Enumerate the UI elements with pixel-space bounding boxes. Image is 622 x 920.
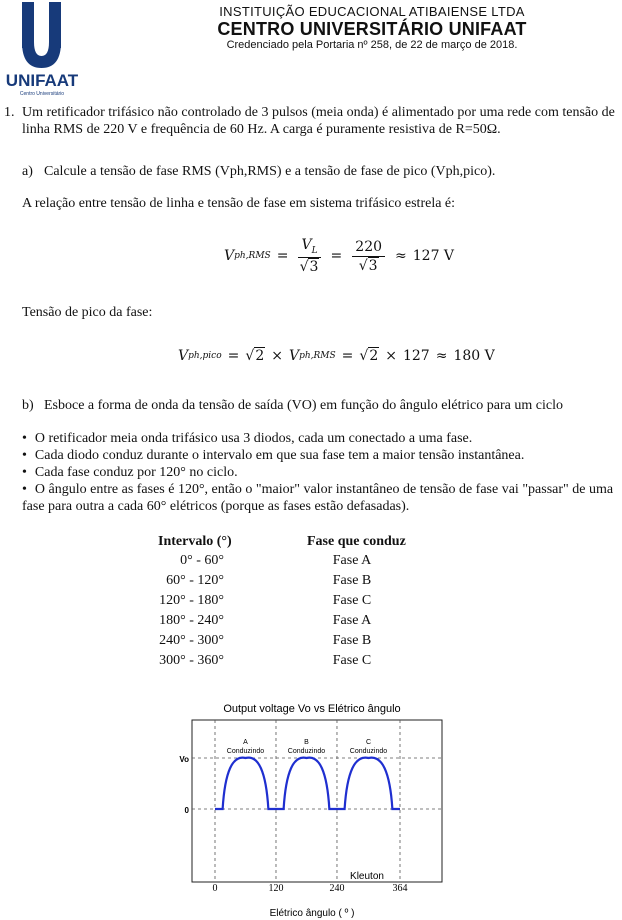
chart-extra-label: Kleuton: [350, 871, 384, 882]
table-cell-phase: Fase B: [332, 633, 372, 648]
eq2-sqrt-arg-2: 2: [369, 348, 379, 364]
table-cell-interval: 0° - 60°: [180, 553, 224, 568]
table-cell-interval: 180° - 240°: [159, 613, 224, 628]
eq1-fraction-1: $\frac{V_L}{√3}$: [298, 237, 320, 275]
segment-status-label: Conduzindo: [287, 748, 326, 755]
grid: [192, 720, 442, 882]
eq2-v-sub: ph,RMS: [299, 351, 336, 361]
university-name: CENTRO UNIVERSITÁRIO UNIFAAT: [217, 19, 527, 39]
x-tick-label: 120: [268, 883, 284, 894]
eq2-lhs: V: [178, 348, 189, 364]
relation-text: A relação entre tensão de linha e tensão de fase em sistema trifásico estrela é:: [22, 196, 456, 211]
part-a-text: Calcule a tensão de fase RMS (Vph,RMS) e a tensão de fase de pico (Vph,pico).: [44, 164, 496, 179]
bullet-item: • O retificador meia onda trifásico usa 3 diodos, cada um conectado a uma fase.: [22, 430, 618, 447]
output-voltage-chart: [170, 698, 460, 920]
segment-status-label: Conduzindo: [226, 748, 265, 755]
accreditation-note: Credenciado pela Portaria nº 258, de 22 de março de 2018.: [226, 39, 518, 51]
y-tick-label-vo: Vo: [179, 755, 189, 764]
table-cell-phase: Fase C: [332, 593, 372, 608]
part-a-letter: a): [22, 164, 33, 179]
rms-phase-equation: V ph,RMS = $\frac{V_L}{√3}$ = $\frac{220}{√3}$ ≈ 127 V: [224, 237, 455, 275]
segment-status-label: Conduzindo: [349, 748, 388, 755]
eq1-lhs: V: [224, 248, 235, 264]
table-header-interval: Intervalo (°): [158, 534, 232, 549]
table-cell-phase: Fase B: [332, 573, 372, 588]
institution-name: INSTITUIÇÃO EDUCACIONAL ATIBAIENSE LTDA: [219, 4, 525, 19]
table-cell-phase: Fase A: [332, 553, 372, 568]
eq1-f1-den: 3: [309, 258, 319, 275]
eq2-sqrt-arg: 2: [255, 348, 265, 364]
eq1-f1-num-sub: L: [311, 245, 318, 256]
bullet-item: • Cada diodo conduz durante o intervalo em que sua fase tem a maior tensão instantânea.: [22, 447, 618, 464]
eq1-f2-num: 220: [352, 239, 385, 257]
table-cell-interval: 300° - 360°: [159, 653, 224, 668]
peak-phase-equation: V ph,pico = √2 × V ph,RMS = √2 × 127 ≈ 180 V: [178, 348, 495, 364]
eq2-lhs-sub: ph,pico: [188, 351, 222, 361]
eq2-v: V: [288, 348, 300, 364]
table-cell-interval: 60° - 120°: [166, 573, 224, 588]
eq1-f1-num: V: [301, 237, 312, 254]
x-tick-labels: [213, 883, 408, 894]
x-tick-label: 364: [392, 883, 408, 894]
question-text: Um retificador trifásico não controlado de 3 pulsos (meia onda) é alimentado por uma rede com tensão de linha RMS de 220 V e frequência de 60 Hz. A carga é puramente resistiva de R=50Ω.: [22, 105, 615, 137]
eq1-result: 127 V: [412, 248, 455, 264]
conduction-labels: [227, 739, 387, 755]
output-waveform: [215, 758, 400, 809]
eq2-value: 127: [402, 348, 430, 364]
table-cell-interval: 240° - 300°: [159, 633, 224, 648]
logo-text: UNIFAAT: [5, 71, 79, 90]
bullet-item: • Cada fase conduz por 120° no ciclo.: [22, 464, 618, 481]
plot-frame: [192, 720, 442, 882]
x-axis-label: Elétrico ângulo ( º ): [269, 908, 355, 919]
table-cell-phase: Fase A: [332, 613, 372, 628]
bullet-item: • O ângulo entre as fases é 120°, então o "maior" valor instantâneo de tensão de fase vai "passar" de uma fase para outra a cada 60° elétricos (porque as fases estão defasadas).: [22, 481, 618, 515]
segment-phase-label: B: [304, 739, 309, 746]
peak-label: Tensão de pico da fase:: [22, 305, 153, 320]
segment-phase-label: A: [243, 739, 248, 746]
chart-title: Output voltage Vo vs Elétrico ângulo: [223, 703, 401, 715]
unifaat-logo: [4, 2, 80, 98]
eq1-fraction-2: $\frac{220}{√3}$: [352, 239, 385, 274]
table-header-phase: Fase que conduz: [307, 534, 406, 549]
question-number: 1.: [4, 105, 15, 120]
logo-subtext: Centro Universitário: [19, 91, 65, 97]
part-b-letter: b): [22, 398, 34, 413]
part-b-text: Esboce a forma de onda da tensão de saída (VO) em função do ângulo elétrico para um ciclo: [44, 398, 563, 413]
eq1-lhs-sub: ph,RMS: [234, 251, 271, 261]
table-cell-interval: 120° - 180°: [159, 593, 224, 608]
segment-phase-label: C: [365, 739, 372, 746]
x-tick-label: 0: [212, 883, 218, 894]
table-cell-phase: Fase C: [332, 653, 372, 668]
eq1-f2-den: 3: [368, 257, 378, 274]
x-tick-label: 240: [329, 883, 345, 894]
eq2-result: 180 V: [453, 348, 495, 364]
y-tick-label-zero: 0: [184, 806, 189, 815]
